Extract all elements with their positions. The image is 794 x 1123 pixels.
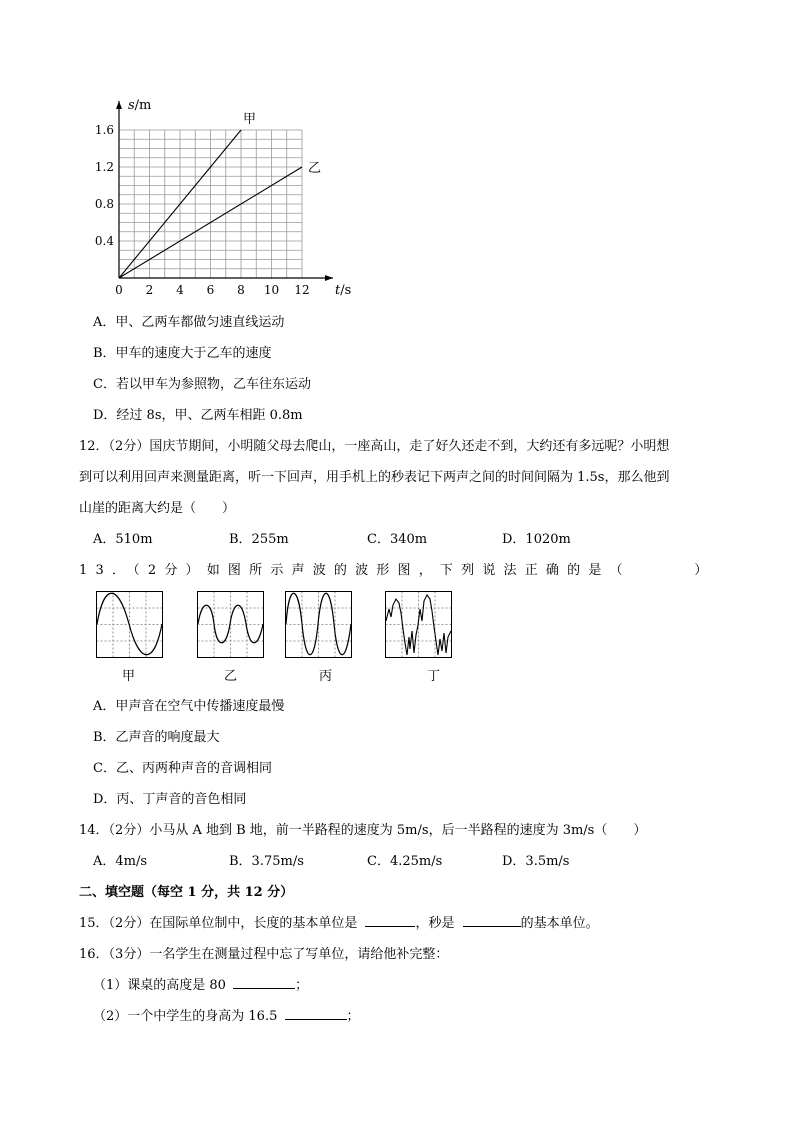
wave-label-bing: 丙 — [319, 669, 333, 684]
q16-blank-2[interactable] — [285, 1007, 347, 1020]
q13-option-c: C．乙、丙两种声音的音调相同 — [93, 761, 272, 776]
q15-part1: 15．（2分）在国际单位制中，长度的基本单位是 — [79, 916, 358, 931]
q15-line — [79, 912, 599, 931]
q12-option-d: D．1020m — [502, 532, 571, 547]
y-axis-arrow — [116, 101, 122, 109]
q16-blank-1[interactable] — [233, 976, 295, 989]
q16-sub2 — [93, 1005, 360, 1024]
waveform-ding — [385, 591, 452, 658]
q12-option-a: A．510m — [93, 532, 153, 547]
q15-part2: ，秒是 — [415, 916, 455, 931]
x-tick-label: 4 — [176, 283, 184, 297]
y-tick-label: 1.2 — [94, 160, 114, 174]
wave-bing-curve — [286, 593, 351, 655]
y-tick-label: 1.6 — [94, 123, 114, 137]
x-tick-label: 8 — [237, 283, 245, 297]
q11-option-b: B．甲车的速度大于乙车的速度 — [93, 346, 272, 361]
q12-line3: 山崖的距离大约是（ ） — [79, 501, 236, 516]
graph-axes — [116, 101, 333, 281]
q16-stem: 16．（3分）一名学生在测量过程中忘了写单位，请给他补完整： — [79, 947, 449, 962]
q15-part3: 的基本单位。 — [520, 916, 599, 931]
x-axis-label: t/s — [335, 283, 352, 298]
q12-line2: 到可以利用回声来测量距离，听一下回声，用手机上的秒表记下两声之间的时间间隔为 1.5s，那么他到 — [79, 470, 670, 485]
x-tick-label: 6 — [206, 283, 215, 297]
q13-option-a: A．甲声音在空气中传播速度最慢 — [93, 699, 285, 714]
x-tick-label: 10 — [263, 283, 280, 297]
q12-option-c: C．340m — [367, 532, 428, 547]
x-tick-label: 12 — [294, 283, 310, 297]
wave-label-ding: 丁 — [427, 669, 441, 684]
line-label-jia: 甲 — [243, 112, 257, 127]
q16-sub2-text: （2）一个中学生的身高为 16.5 — [93, 1009, 278, 1024]
st-graph — [90, 95, 370, 305]
waveform-jia — [96, 591, 163, 658]
q16-sub1-end: ； — [295, 978, 309, 993]
y-axis-label: s/m — [128, 98, 152, 113]
q14-option-b: B．3.75m/s — [229, 854, 304, 869]
q12-option-b: B．255m — [229, 532, 289, 547]
q13-option-b: B．乙声音的响度最大 — [93, 730, 220, 745]
wave-label-jia: 甲 — [122, 669, 136, 684]
x-tick-label: 2 — [145, 283, 154, 297]
graph-grid — [119, 130, 302, 278]
waveform-yi — [197, 591, 264, 658]
x-tick-label: 0 — [115, 283, 123, 297]
q15-blank-1[interactable] — [365, 914, 415, 927]
q15-blank-2[interactable] — [463, 914, 521, 927]
wave-jia-curve — [97, 593, 162, 655]
q14-option-d: D．3.5m/s — [502, 854, 570, 869]
waveform-bing — [285, 591, 352, 658]
q16-sub2-end: ； — [346, 1009, 360, 1024]
wave-label-yi: 乙 — [224, 669, 238, 684]
section-heading-fill-blank: 二、填空题（每空 1 分，共 12 分） — [79, 885, 294, 900]
q11-option-c: C．若以甲车为参照物，乙车往东运动 — [93, 377, 311, 392]
q13-stem: 13．（2分）如图所示声波的波形图，下列说法正确的是（ ） — [79, 563, 716, 578]
q14-option-c: C．4.25m/s — [367, 854, 443, 869]
line-label-yi: 乙 — [308, 161, 322, 176]
q16-sub1-text: （1）课桌的高度是 80 — [93, 978, 226, 993]
q16-sub1 — [93, 974, 308, 993]
y-tick-label: 0.4 — [94, 234, 114, 248]
x-axis-arrow — [325, 275, 333, 281]
q11-option-d: D．经过 8s，甲、乙两车相距 0.8m — [93, 408, 303, 423]
q14-option-a: A．4m/s — [93, 854, 148, 869]
q12-line1: 12．（2分）国庆节期间，小明随父母去爬山，一座高山，走了好久还走不到，大约还有多远呢？小明想 — [79, 439, 670, 454]
q11-option-a: A．甲、乙两车都做匀速直线运动 — [93, 315, 285, 330]
graph-labels — [95, 98, 351, 298]
y-tick-label: 0.8 — [94, 197, 114, 211]
q13-option-d: D．丙、丁声音的音色相同 — [93, 792, 247, 807]
q14-stem: 14．（2分）小马从 A 地到 B 地，前一半路程的速度为 5m/s，后一半路程的速度为 3m/s（ ） — [79, 823, 647, 838]
